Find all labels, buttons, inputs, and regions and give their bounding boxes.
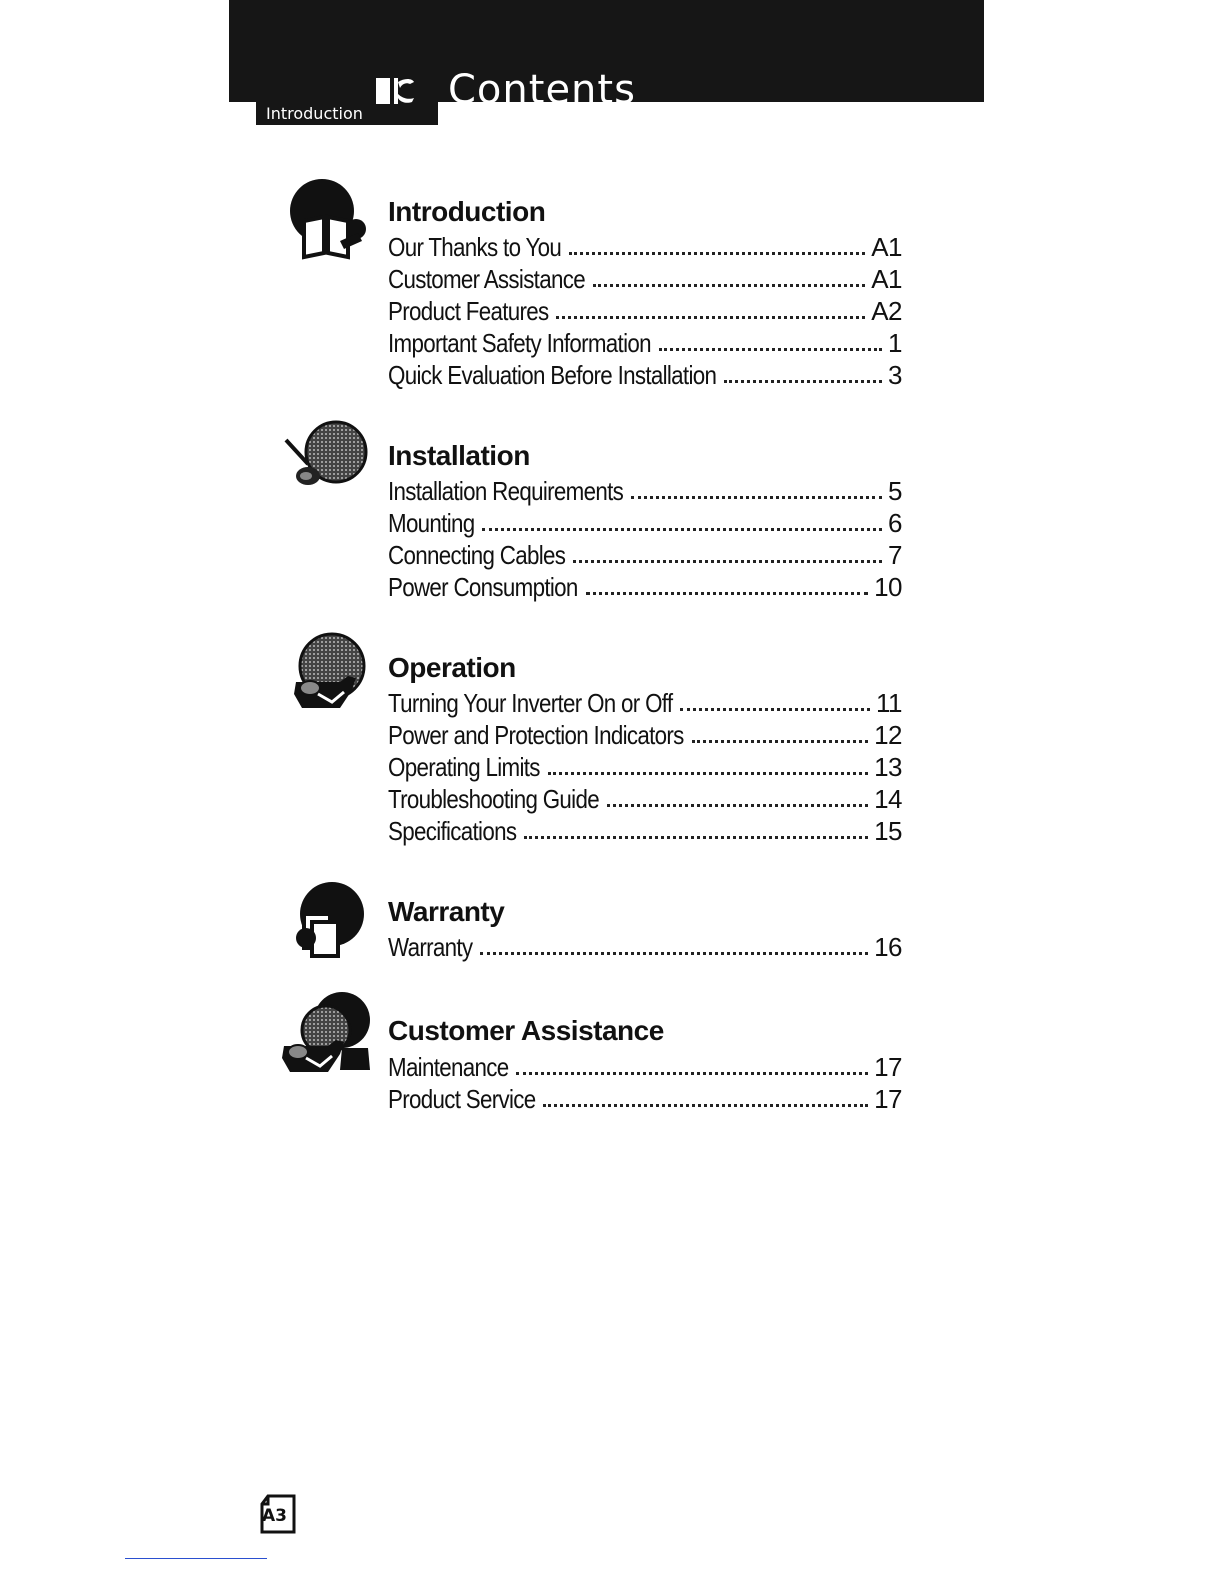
dot-leader <box>569 252 865 255</box>
entry-label: Troubleshooting Guide <box>388 784 599 814</box>
toc-entry[interactable] <box>388 750 902 782</box>
toc-entry[interactable] <box>388 358 902 390</box>
entry-label: Quick Evaluation Before Installation <box>388 360 717 390</box>
entry-page: 11 <box>876 688 902 718</box>
dot-leader <box>586 592 869 595</box>
entry-page: 1 <box>888 328 902 358</box>
toc-entry[interactable] <box>388 718 902 750</box>
toc-entry[interactable] <box>388 538 902 570</box>
toc-entry[interactable] <box>388 782 902 814</box>
footer-rule <box>125 1558 267 1559</box>
entry-label: Maintenance <box>388 1052 509 1082</box>
section-heading: Operation <box>388 652 516 683</box>
section-heading: Installation <box>388 440 530 471</box>
dot-leader <box>680 708 870 711</box>
toc-entry[interactable] <box>388 294 902 326</box>
entry-page: 17 <box>874 1084 902 1114</box>
toc-entry[interactable] <box>388 686 902 718</box>
dot-leader <box>573 560 882 563</box>
support-hands-icon <box>280 990 376 1086</box>
dot-leader <box>692 740 869 743</box>
toc-entry[interactable] <box>388 262 902 294</box>
toc-entry[interactable] <box>388 1082 902 1114</box>
entry-page: 17 <box>874 1052 902 1082</box>
entry-label: Our Thanks to You <box>388 232 562 262</box>
dot-leader <box>724 380 882 383</box>
entry-label: Connecting Cables <box>388 540 566 570</box>
entry-page: 3 <box>888 360 902 390</box>
book-icon <box>372 76 416 106</box>
dot-leader <box>659 348 882 351</box>
entry-page: A1 <box>871 232 902 262</box>
toc-entry[interactable] <box>388 506 902 538</box>
dot-leader <box>631 496 882 499</box>
dot-leader <box>482 528 882 531</box>
screwdriver-icon <box>280 420 376 516</box>
entry-page: A2 <box>871 296 902 326</box>
dot-leader <box>548 772 868 775</box>
entry-page: 10 <box>874 572 902 602</box>
entry-page: 12 <box>874 720 902 750</box>
entry-label: Turning Your Inverter On or Off <box>388 688 673 718</box>
toc-entry[interactable] <box>388 1050 902 1082</box>
page-number: A3 <box>262 1506 287 1526</box>
book-icon <box>280 175 376 271</box>
entry-page: 13 <box>874 752 902 782</box>
entry-label: Installation Requirements <box>388 476 624 506</box>
hand-icon <box>280 632 376 728</box>
dot-leader <box>480 952 868 955</box>
entry-label: Specifications <box>388 816 517 846</box>
section-heading: Introduction <box>388 196 546 227</box>
entry-page: 6 <box>888 508 902 538</box>
entry-page: 14 <box>874 784 902 814</box>
entry-page: 16 <box>874 932 902 962</box>
toc-entry[interactable] <box>388 930 902 962</box>
dot-leader <box>593 284 865 287</box>
entry-label: Customer Assistance <box>388 264 585 294</box>
entry-label: Product Features <box>388 296 549 326</box>
toc-entry[interactable] <box>388 570 902 602</box>
entry-page: 15 <box>874 816 902 846</box>
entry-label: Warranty <box>388 932 473 962</box>
dot-leader <box>556 316 865 319</box>
entry-page: 7 <box>888 540 902 570</box>
entry-label: Operating Limits <box>388 752 540 782</box>
document-icon <box>280 878 376 974</box>
dot-leader <box>524 836 868 839</box>
entry-label: Power Consumption <box>388 572 578 602</box>
entry-page: 5 <box>888 476 902 506</box>
toc-entry[interactable] <box>388 474 902 506</box>
dot-leader <box>516 1072 868 1075</box>
section-tab: Introduction <box>256 102 438 125</box>
section-heading: Customer Assistance <box>388 1015 664 1046</box>
entry-label: Important Safety Information <box>388 328 651 358</box>
dot-leader <box>543 1104 868 1107</box>
section-heading: Warranty <box>388 896 505 927</box>
toc-entry[interactable] <box>388 814 902 846</box>
entry-label: Product Service <box>388 1084 536 1114</box>
entry-page: A1 <box>871 264 902 294</box>
page-title: Contents <box>448 67 636 113</box>
dot-leader <box>607 804 868 807</box>
entry-label: Power and Protection Indicators <box>388 720 684 750</box>
toc-entry[interactable] <box>388 230 902 262</box>
toc-entry[interactable] <box>388 326 902 358</box>
entry-label: Mounting <box>388 508 475 538</box>
